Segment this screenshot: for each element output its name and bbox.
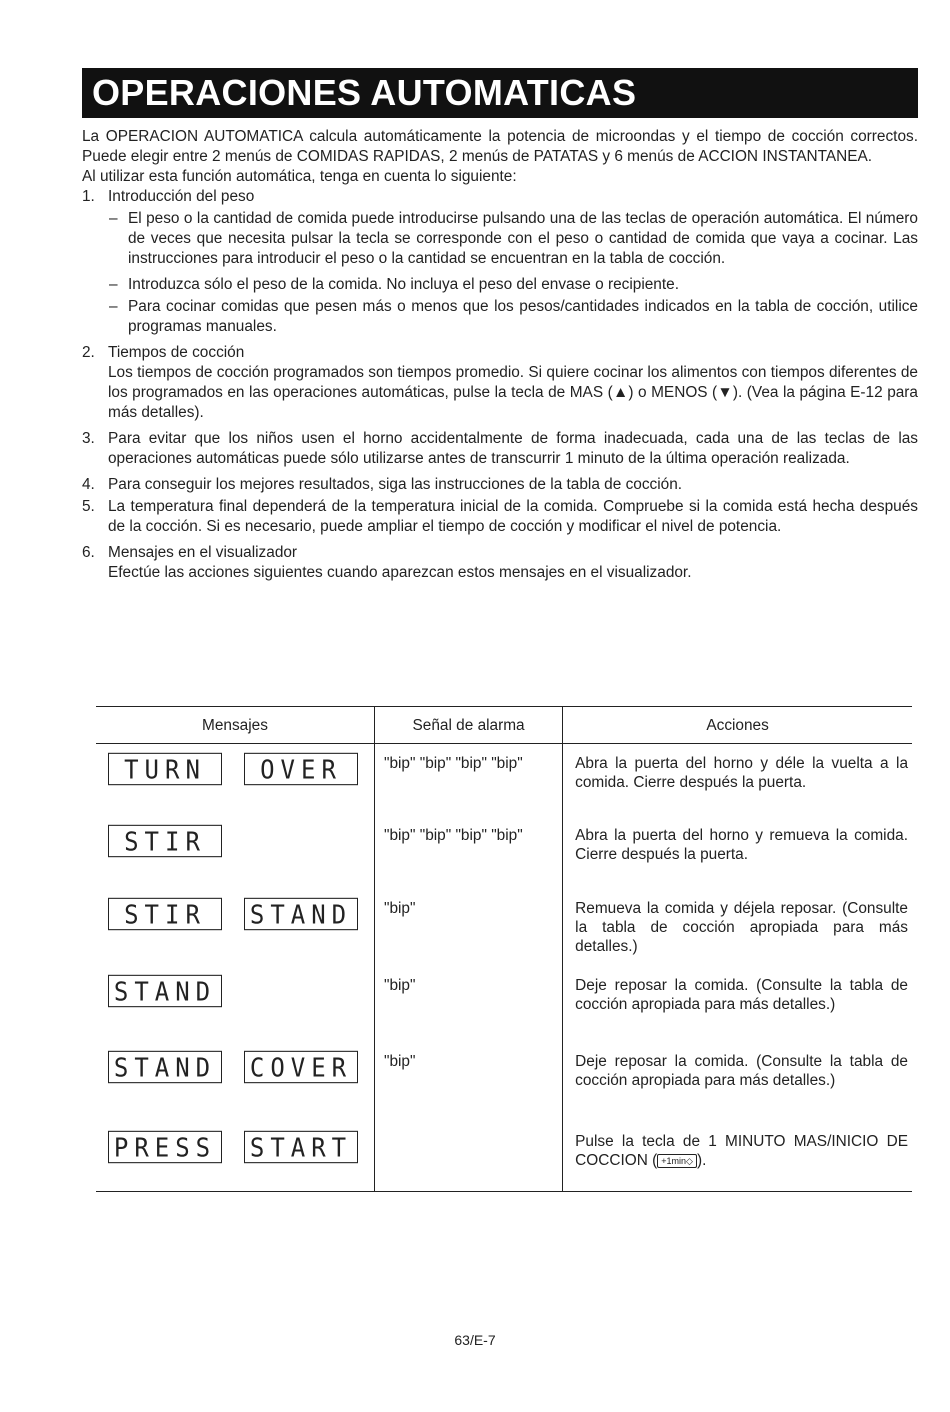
main-content xyxy=(82,127,918,583)
item-title: Mensajes en el visualizador xyxy=(108,544,298,561)
lcd-display: START xyxy=(244,1131,358,1163)
table-row xyxy=(96,966,912,1042)
action-cell xyxy=(563,1122,912,1192)
lcd-display: STAND xyxy=(108,975,222,1007)
list-item-6 xyxy=(82,543,918,583)
action-cell: Abra la puerta del horno y remueva la comida. Cierre después la puerta. xyxy=(575,827,908,863)
page-number: 63/E-7 xyxy=(454,1332,496,1348)
action-cell: Remueva la comida y déjela reposar. (Consulte la tabla de cocción apropiada para más detalles.) xyxy=(575,900,908,955)
alarm-cell: "bip" xyxy=(374,1042,562,1122)
message-cell xyxy=(96,1042,374,1122)
item-number: 1. xyxy=(82,188,95,205)
bullet-text: Introduzca sólo el peso de la comida. No incluya el peso del envase o recipiente. xyxy=(128,276,679,293)
list-item-2 xyxy=(82,343,918,423)
display-messages-table xyxy=(96,706,912,1192)
message-cell xyxy=(96,744,374,817)
lcd-display: COVER xyxy=(244,1051,358,1083)
message-cell xyxy=(96,966,374,1042)
table-row xyxy=(96,816,912,889)
item-number: 5. xyxy=(82,498,95,515)
list-item-1 xyxy=(82,187,918,207)
intro-note: Al utilizar esta función automática, tenga en cuenta lo siguiente: xyxy=(82,168,517,185)
bullet-item xyxy=(82,275,918,295)
alarm-cell: "bip" "bip" "bip" "bip" xyxy=(374,816,562,889)
lcd-display: OVER xyxy=(244,753,358,785)
lcd-display: TURN xyxy=(108,753,222,785)
title-banner xyxy=(82,68,918,118)
bullet-text: El peso o la cantidad de comida puede introducirse pulsando una de las teclas de operación automática. El número de veces que necesita pulsar la tecla se corresponde con el peso o cantidad de comida que vaya a cocinar. Las instrucciones para introducir el peso o la cantidad se encuentran en la tabla de cocción. xyxy=(128,210,918,267)
table-row xyxy=(96,744,912,817)
lcd-display: STIR xyxy=(108,825,222,857)
table-header-row xyxy=(96,707,912,744)
item-text: Para evitar que los niños usen el horno accidentalmente de forma inadecuada, cada una de las teclas de las operaciones automáticas puede sólo utilizarse antes de transcurrir 1 minuto de la última operación realizada. xyxy=(108,430,918,467)
action-cell: Deje reposar la comida. (Consulte la tabla de cocción apropiada para más detalles.) xyxy=(575,1053,908,1089)
lcd-display: STAND xyxy=(108,1051,222,1083)
bullet-text: Para cocinar comidas que pesen más o menos que los pesos/cantidades indicados en la tabla de cocción, utilice programas manuales. xyxy=(128,298,918,335)
list-item-4 xyxy=(82,475,918,495)
message-cell xyxy=(96,816,374,889)
item-text: Efectúe las acciones siguientes cuando aparezcan estos mensajes en el visualizador. xyxy=(108,564,692,581)
action-cell: Abra la puerta del horno y déle la vuelta a la comida. Cierre después la puerta. xyxy=(575,755,908,791)
action-text: Pulse la tecla de 1 MINUTO MAS/INICIO DE COCCION ( xyxy=(575,1133,908,1169)
bullet-dash: – xyxy=(109,210,118,227)
alarm-cell: "bip" "bip" "bip" "bip" xyxy=(374,744,562,817)
alarm-cell: "bip" xyxy=(374,889,562,966)
bullet-item xyxy=(82,209,918,269)
alarm-cell: "bip" xyxy=(374,966,562,1042)
item-title: Tiempos de cocción xyxy=(108,344,245,361)
lcd-display: PRESS xyxy=(108,1131,222,1163)
action-text-end: ). xyxy=(696,1152,707,1169)
item-number: 6. xyxy=(82,544,95,561)
column-header-actions: Acciones xyxy=(563,707,912,744)
table-row xyxy=(96,889,912,966)
action-cell: Deje reposar la comida. (Consulte la tabla de cocción apropiada para más detalles.) xyxy=(575,977,908,1013)
lcd-display: STAND xyxy=(244,898,358,930)
item-title: Introducción del peso xyxy=(108,188,255,205)
page-title: OPERACIONES AUTOMATICAS xyxy=(92,72,637,113)
item-text: Los tiempos de cocción programados son tiempos promedio. Si quiere cocinar los alimentos con tiempos diferentes de los programados en las operaciones automáticas, pulse la tecla de MAS (▲) o MENOS (▼). (Vea la página E-12 para más detalles). xyxy=(108,364,918,421)
list-item-3 xyxy=(82,429,918,469)
column-header-alarm: Señal de alarma xyxy=(374,707,562,744)
bullet-item xyxy=(82,297,918,337)
message-cell xyxy=(96,1122,374,1192)
table-row xyxy=(96,1042,912,1122)
table-row xyxy=(96,1122,912,1192)
lcd-display: STIR xyxy=(108,898,222,930)
item-text: La temperatura final dependerá de la temperatura inicial de la comida. Compruebe si la comida está hecha después de la cocción. Si es necesario, puede ampliar el tiempo de cocción y modificar el nivel de potencia. xyxy=(108,498,918,535)
item-number: 3. xyxy=(82,430,95,447)
start-key-icon: +1min◇ xyxy=(657,1154,697,1168)
item-text: Para conseguir los mejores resultados, siga las instrucciones de la tabla de cocción. xyxy=(108,476,683,493)
bullet-dash: – xyxy=(109,276,118,293)
alarm-cell xyxy=(374,1122,562,1192)
bullet-dash: – xyxy=(109,298,118,315)
list-item-5 xyxy=(82,497,918,537)
intro-paragraph: La OPERACION AUTOMATICA calcula automáticamente la potencia de microondas y el tiempo de cocción correctos. Puede elegir entre 2 menús de COMIDAS RAPIDAS, 2 menús de PATATAS y 6 menús de ACCION INSTANTANEA. xyxy=(82,128,918,165)
item-number: 2. xyxy=(82,344,95,361)
column-header-messages: Mensajes xyxy=(96,707,374,744)
item-number: 4. xyxy=(82,476,95,493)
message-cell xyxy=(96,889,374,966)
